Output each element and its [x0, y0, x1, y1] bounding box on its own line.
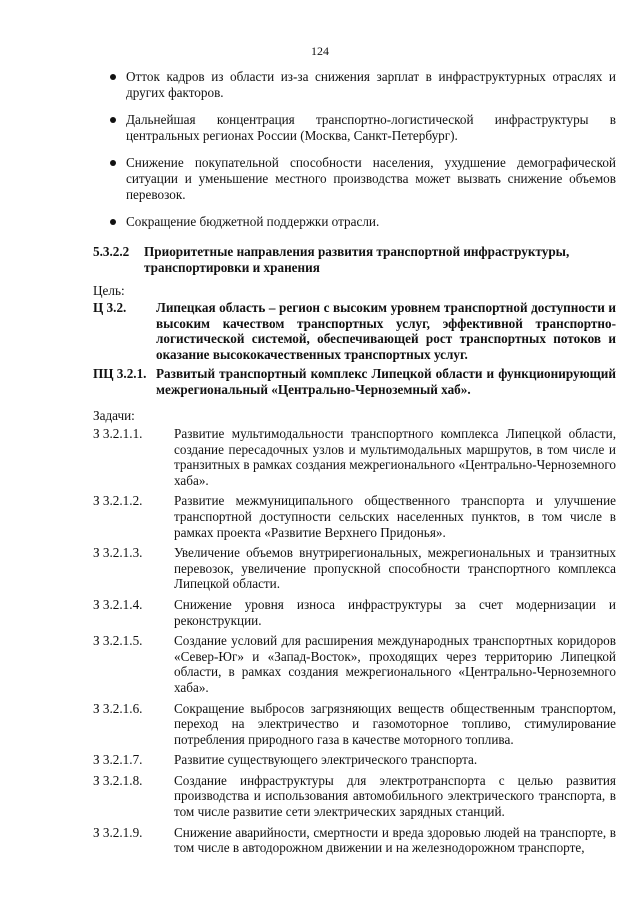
- task-text: Развитие мультимодальности транспортного комплекса Липецкой области, создание пересадочных узлов и мультимодальных маршрутов, в том числе и транзитных в рамках создания межрегионального «Центрально-Черноземного хаба».: [174, 426, 616, 488]
- bullet-text: Снижение покупательной способности населения, ухудшение демографической ситуации и уменьшение местного производства может вызвать снижение объемов перевозок.: [126, 155, 616, 202]
- task-text: Увеличение объемов внутрирегиональных, межрегиональных и транзитных перевозок, увеличение пропускной способности транспортного комплекса Липецкой области.: [174, 545, 616, 592]
- goal-label: Цель:: [93, 283, 125, 298]
- task-code: З 3.2.1.9.: [93, 824, 143, 840]
- task-text: Создание условий для расширения международных транспортных коридоров «Север-Юг» и «Запад-Восток», проходящих через территорию Липецкой области, в рамках создания межрегионального «Центрально-Черноземного хаба».: [174, 633, 616, 695]
- page-number: 124: [311, 44, 329, 58]
- list-item: [108, 69, 616, 100]
- bullet-icon: [110, 160, 116, 166]
- task-row: [93, 752, 616, 768]
- bullet-text: Дальнейшая концентрация транспортно-логистической инфраструктуры в центральных регионах России (Москва, Санкт-Петербург).: [126, 112, 616, 143]
- task-code: З 3.2.1.3.: [93, 545, 143, 561]
- subgoal-code: ПЦ 3.2.1.: [93, 366, 147, 381]
- task-text: Развитие существующего электрического транспорта.: [174, 752, 478, 768]
- task-row: [93, 545, 616, 592]
- bullet-icon: [110, 74, 116, 80]
- bullet-list: [108, 69, 616, 242]
- subgoal-row: [93, 366, 616, 397]
- task-list: [93, 426, 616, 861]
- bullet-icon: [110, 219, 116, 225]
- tasks-label: Задачи:: [93, 408, 135, 423]
- task-text: Снижение аварийности, смертности и вреда здоровью людей на транспорте, в том числе в автодорожном движении и на железнодорожном транспорте,: [174, 824, 616, 856]
- task-code: З 3.2.1.2.: [93, 493, 143, 509]
- goal-row: [93, 300, 616, 362]
- section-number: 5.3.2.2: [93, 244, 130, 259]
- task-row: [93, 825, 616, 856]
- task-row: [93, 426, 616, 488]
- goal-code: Ц 3.2.: [93, 300, 127, 315]
- task-code: З 3.2.1.5.: [93, 633, 143, 649]
- subgoal-text: Развитый транспортный комплекс Липецкой области и функционирующий межрегиональный «Центрально-Черноземный хаб».: [156, 366, 616, 397]
- task-row: [93, 597, 616, 628]
- task-row: [93, 773, 616, 820]
- task-code: З 3.2.1.4.: [93, 596, 143, 612]
- goal-text: Липецкая область – регион с высоким уровнем транспортной доступности и высоким качеством транспортных услуг, эффективной транспортно-логистической системой, обеспечивающей рост транспортных потоков и оказание высококачественных транспортных услуг.: [156, 300, 616, 362]
- bullet-icon: [110, 117, 116, 123]
- bullet-text: Отток кадров из области из-за снижения зарплат в инфраструктурных отраслях и других факторов.: [126, 69, 616, 100]
- task-code: З 3.2.1.7.: [93, 752, 143, 768]
- task-text: Сокращение выбросов загрязняющих веществ общественным транспортом, переход на электричество и газомоторное топливо, стимулирование потребления природного газа в качестве моторного топлива.: [174, 700, 616, 747]
- task-text: Развитие межмуниципального общественного транспорта и улучшение транспортной доступности сельских населенных пунктов, в том числе в рамках проекта «Развитие Верхнего Придонья».: [174, 493, 616, 540]
- task-code: З 3.2.1.6.: [93, 700, 143, 716]
- list-item: [108, 112, 616, 143]
- section-title: Приоритетные направления развития транспортной инфраструктуры, транспортировки и хранения: [144, 244, 570, 275]
- bullet-text: Сокращение бюджетной поддержки отрасли.: [126, 214, 380, 230]
- list-item: [108, 214, 616, 230]
- task-text: Создание инфраструктуры для электротранспорта с целью развития производства и использования автомобильного электрического транспорта, в том числе развитие сети электрических зарядных станций.: [174, 772, 616, 820]
- task-code: З 3.2.1.1.: [93, 426, 143, 441]
- task-text: Снижение уровня износа инфраструктуры за счет модернизации и реконструкции.: [174, 596, 616, 628]
- task-code: З 3.2.1.8.: [93, 772, 143, 788]
- task-row: [93, 493, 616, 540]
- list-item: [108, 155, 616, 202]
- task-row: [93, 701, 616, 748]
- section-heading: [93, 244, 613, 275]
- task-row: [93, 633, 616, 695]
